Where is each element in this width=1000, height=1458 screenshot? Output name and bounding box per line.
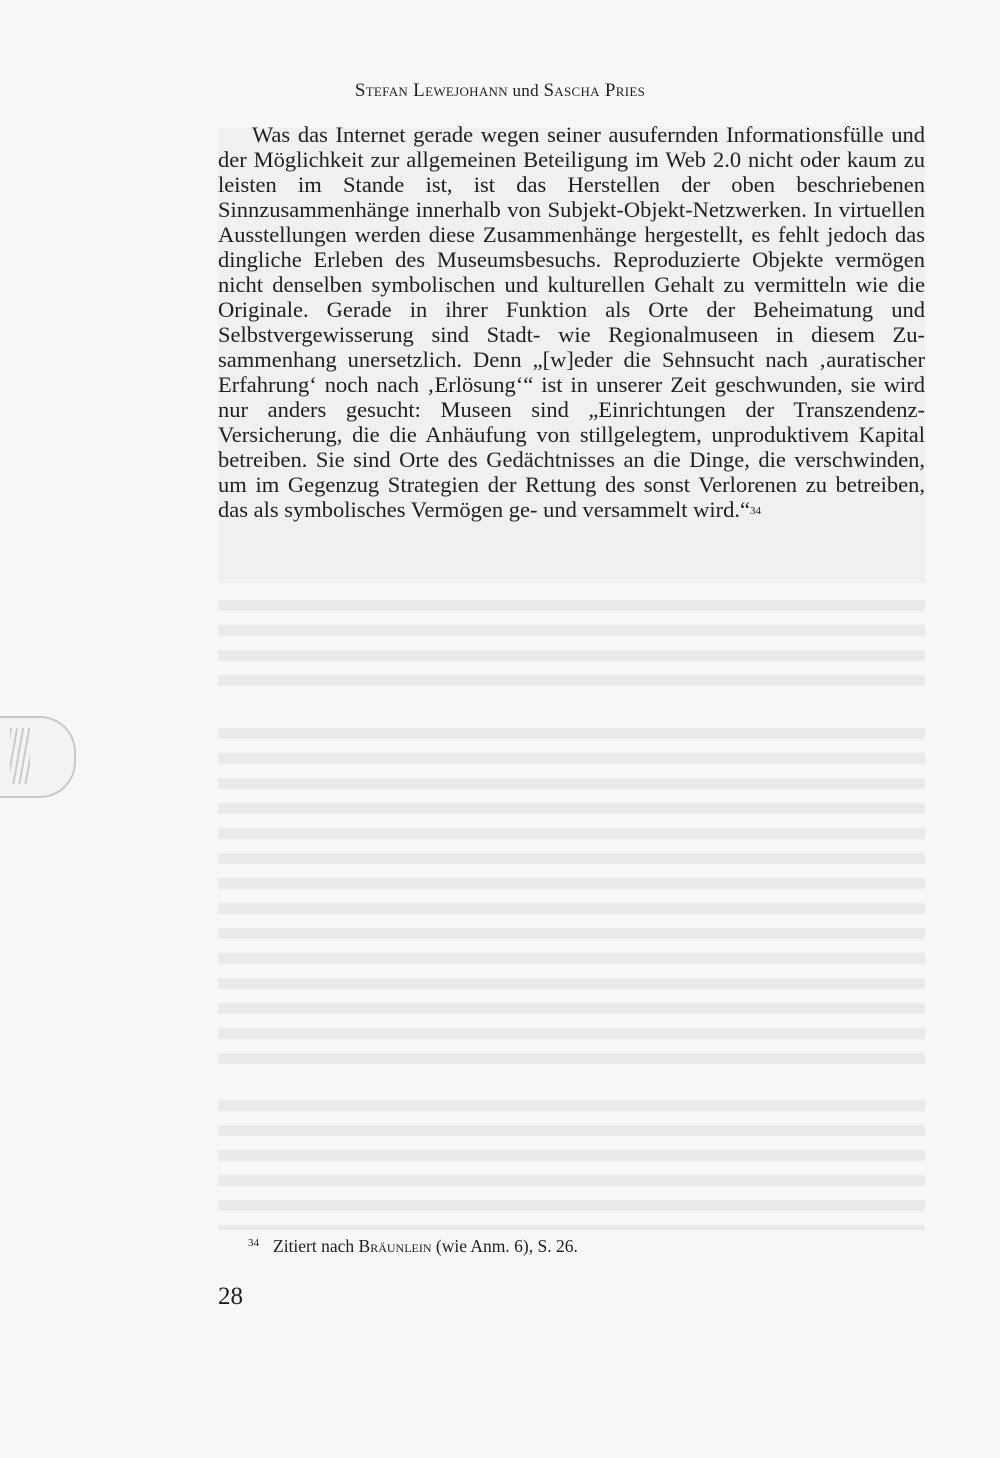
paragraph-text: Was das Internet gerade wegen seiner ausufernden Informationsfülle und der Möglichkeit zur allgemeinen Beteiligung im Web 2.0 nicht oder kaum zu leisten im Stande ist, ist das Herstellen der oben beschriebenen Sinnzusammenhänge innerhalb von Subjekt-Objekt-Netzwerken. In virtuellen Ausstellungen werden diese Zusammenhänge hergestellt, es fehlt jedoch das dingliche Erleben des Museumsbesuchs. Reproduzierte Objekte vermögen nicht denselben symbolischen und kulturellen Gehalt zu vermitteln wie die Originale. Gerade in ihrer Funktion als Orte der Beheimatung und Selbstvergewisserung sind Stadt- wie Regionalmuseen in diesem Zusammenhang unersetzlich. Denn „[w]eder die Sehnsucht nach ‚auratischer Erfahrung‘ noch nach ‚Erlösung‘“ ist in unserer Zeit geschwunden, sie wird nur anders gesucht: Museen sind „Einrichtungen der Transzendenz-Versicherung, die die Anhäufung von stillgelegtem, unproduktivem Kapital betreiben. Sie sind Orte des Gedächtnisses an die Dinge, die verschwinden, um im Gegenzug Strategien der Rettung des sonst Verlorenen zu betreiben, das als symbolisches Vermögen ge- und versammelt wird.“ xyxy=(218,122,925,522)
footnote-suffix: (wie Anm. 6), S. 26. xyxy=(431,1236,578,1256)
reverse-side-footnotes-bleed xyxy=(218,1100,925,1230)
page-tab-marker xyxy=(0,716,76,798)
header-connector: und xyxy=(507,81,544,100)
footnote xyxy=(248,1236,578,1257)
header-author-1: Stefan Lewejohann xyxy=(354,80,508,101)
running-header xyxy=(0,80,1000,102)
reverse-side-caption-bleed xyxy=(218,600,925,700)
footnote-author: Bräunlein xyxy=(358,1236,432,1256)
footnote-reference: 34 xyxy=(749,505,761,517)
footnote-number: 34 xyxy=(248,1237,259,1249)
footnote-prefix: Zitiert nach xyxy=(273,1236,359,1256)
header-author-2: Sascha Pries xyxy=(543,80,646,101)
page-number: 28 xyxy=(218,1283,243,1310)
reverse-side-text-bleed xyxy=(218,728,925,1078)
body-paragraph xyxy=(218,122,925,522)
